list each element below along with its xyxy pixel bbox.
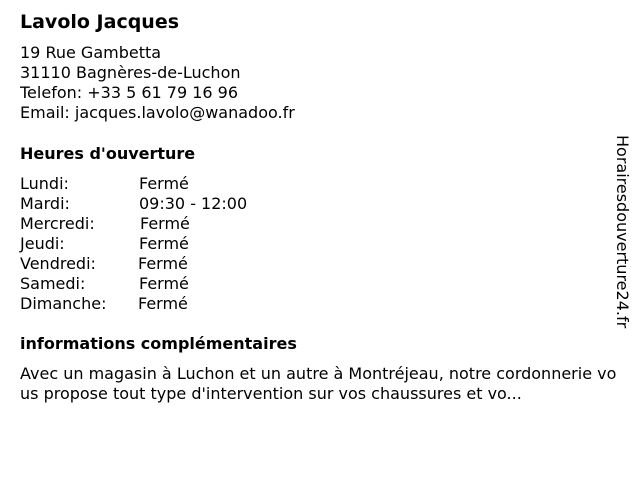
day-hours: Fermé — [138, 254, 188, 273]
day-hours: Fermé — [139, 174, 189, 193]
day-label: Mercredi: — [20, 214, 95, 233]
email-line: Email: jacques.lavolo@wanadoo.fr — [20, 103, 295, 122]
street-address: 19 Rue Gambetta — [20, 43, 162, 62]
day-hours: Fermé — [138, 294, 188, 313]
day-hours: Fermé — [140, 214, 190, 233]
business-description: Avec un magasin à Luchon et un autre à Montréjeau, notre cordonnerie vous propose tout type d'intervention sur vos chaussures et vo... — [20, 364, 617, 403]
phone-line: Telefon: +33 5 61 79 16 96 — [20, 83, 239, 102]
site-watermark: Horairesdouverture24.fr — [613, 135, 632, 329]
day-hours: 09:30 - 12:00 — [139, 194, 248, 213]
city-line: 31110 Bagnères-de-Luchon — [20, 63, 241, 82]
hours-heading: Heures d'ouverture — [20, 144, 196, 163]
day-label: Lundi: — [20, 174, 69, 193]
day-label: Vendredi: — [20, 254, 96, 273]
day-label: Dimanche: — [20, 294, 107, 313]
contact-block — [20, 43, 295, 123]
day-hours: Fermé — [139, 234, 189, 253]
business-name: Lavolo Jacques — [20, 11, 180, 33]
day-label: Jeudi: — [20, 234, 65, 253]
day-label: Mardi: — [20, 194, 70, 213]
info-heading: informations complémentaires — [20, 334, 297, 353]
day-label: Samedi: — [20, 274, 86, 293]
day-hours: Fermé — [139, 274, 189, 293]
